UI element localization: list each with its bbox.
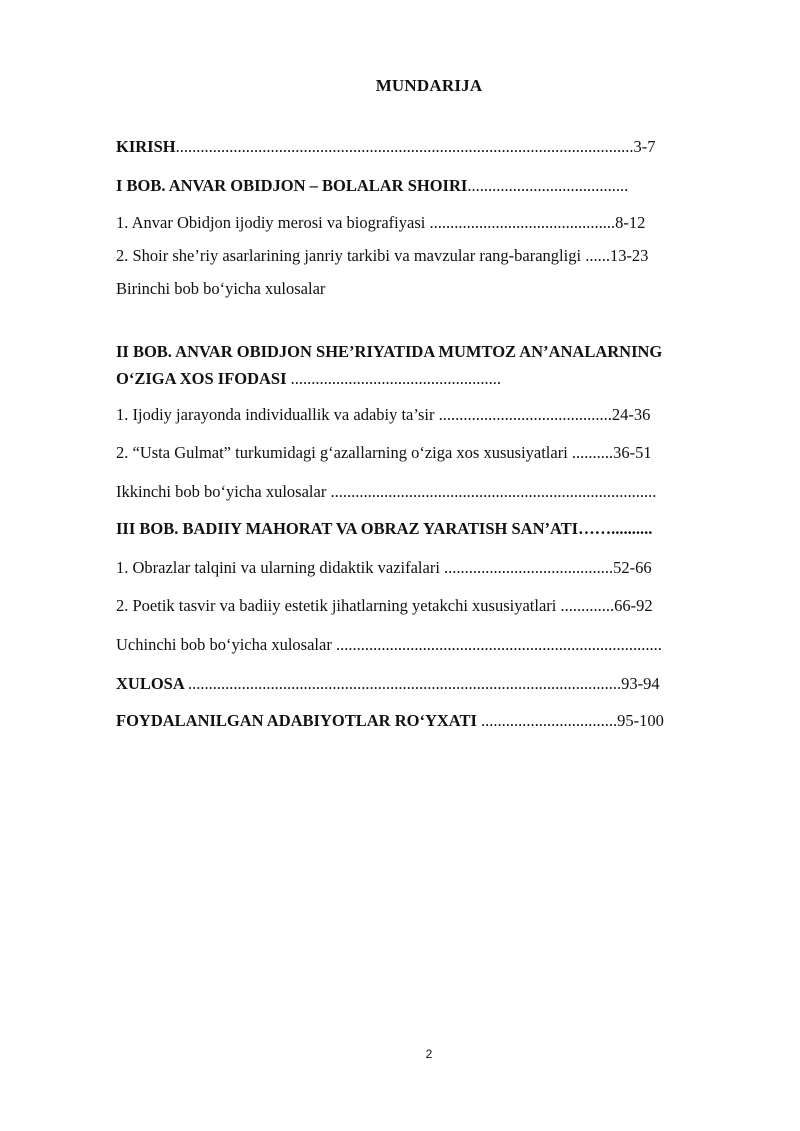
toc-entry-leader: ...............................................................................: [330, 482, 657, 501]
toc-entry-title: II BOB. ANVAR OBIDJON SHE’RIYATIDA MUMTOZ AN’ANALARNING: [116, 342, 663, 361]
toc-entry-leader: ...................................................: [290, 369, 502, 388]
toc-entry-pages: 93-94: [621, 674, 660, 693]
toc-entry-introduction: [116, 136, 655, 158]
toc-entry-title: 2. Poetik tasvir va badiiy estetik jihatlarning yetakchi xususiyatlari: [116, 596, 561, 615]
toc-entry-title: 2. Shoir she’riy asarlarining janriy tarkibi va mavzular rang-barangligi: [116, 246, 586, 265]
toc-chapter-2-conclusion: [116, 481, 656, 503]
toc-section-2-1: [116, 404, 650, 426]
toc-entry-title: I BOB. ANVAR OBIDJON – BOLALAR SHOIRI: [116, 176, 468, 195]
toc-section-3-2: [116, 595, 653, 617]
toc-entry-pages: 13-23: [609, 246, 649, 265]
toc-entry-pages: 8-12: [615, 213, 646, 232]
page-number: 2: [425, 1047, 433, 1061]
toc-entry-leader: ......: [585, 246, 610, 265]
toc-conclusion: [116, 673, 660, 695]
toc-entry-pages: 24-36: [611, 405, 651, 424]
toc-chapter-3-heading: [116, 518, 652, 540]
toc-entry-pages: 3-7: [633, 137, 656, 156]
toc-entry-title: XULOSA: [116, 674, 188, 693]
toc-section-3-1: [116, 557, 652, 579]
toc-section-2-2: [116, 442, 652, 464]
toc-entry-leader: ..........................................: [438, 405, 612, 424]
toc-entry-leader: .............: [560, 596, 615, 615]
toc-entry-leader: ...............................................................................................................: [175, 137, 634, 156]
toc-entry-leader: .............................................: [429, 213, 616, 232]
toc-entry-pages: 36-51: [613, 443, 652, 462]
toc-section-1-2: [116, 245, 648, 267]
toc-entry-title: III BOB. BADIIY MAHORAT VA OBRAZ YARATISH SAN’ATI: [116, 519, 579, 538]
toc-section-1-1: [116, 212, 645, 234]
toc-entry-title: 1. Ijodiy jarayonda individuallik va adabiy ta’sir: [116, 405, 439, 424]
toc-entry-leader: .........................................: [444, 558, 614, 577]
toc-entry-title: 1. Obrazlar talqini va ularning didaktik vazifalari: [116, 558, 445, 577]
toc-entry-pages: 66-92: [614, 596, 653, 615]
toc-entry-title: 2. “Usta Gulmat” turkumidagi g‘azallarning o‘ziga xos xususiyatlari: [116, 443, 572, 462]
toc-chapter-1-conclusion: [116, 278, 325, 300]
toc-entry-leader: ……..........: [578, 519, 653, 538]
toc-chapter-3-conclusion: [116, 634, 662, 656]
page-title: MUNDARIJA: [375, 76, 483, 95]
toc-entry-title: Birinchi bob bo‘yicha xulosalar: [116, 279, 326, 298]
toc-entry-title: Ikkinchi bob bo‘yicha xulosalar: [116, 482, 331, 501]
toc-entry-title: Uchinchi bob bo‘yicha xulosalar: [116, 635, 336, 654]
toc-chapter-2-heading-line-2: [116, 368, 501, 390]
toc-entry-leader: .........................................................................................................: [187, 674, 622, 693]
toc-entry-leader: .......................................: [467, 176, 629, 195]
toc-entry-title: FOYDALANILGAN ADABIYOTLAR RO‘YXATI: [116, 711, 482, 730]
toc-entry-leader: ..........: [571, 443, 614, 462]
toc-chapter-2-heading-line-1: [116, 341, 662, 363]
toc-chapter-1-heading: [116, 175, 628, 197]
toc-entry-title: 1. Anvar Obidjon ijodiy merosi va biografiyasi: [116, 213, 430, 232]
toc-entry-pages: 95-100: [617, 711, 664, 730]
toc-bibliography: [116, 710, 664, 732]
toc-entry-title: KIRISH: [116, 137, 176, 156]
toc-entry-pages: 52-66: [613, 558, 652, 577]
toc-entry-leader: ...............................................................................: [335, 635, 662, 654]
toc-entry-leader: .................................: [481, 711, 618, 730]
toc-entry-title: O‘ZIGA XOS IFODASI: [116, 369, 291, 388]
